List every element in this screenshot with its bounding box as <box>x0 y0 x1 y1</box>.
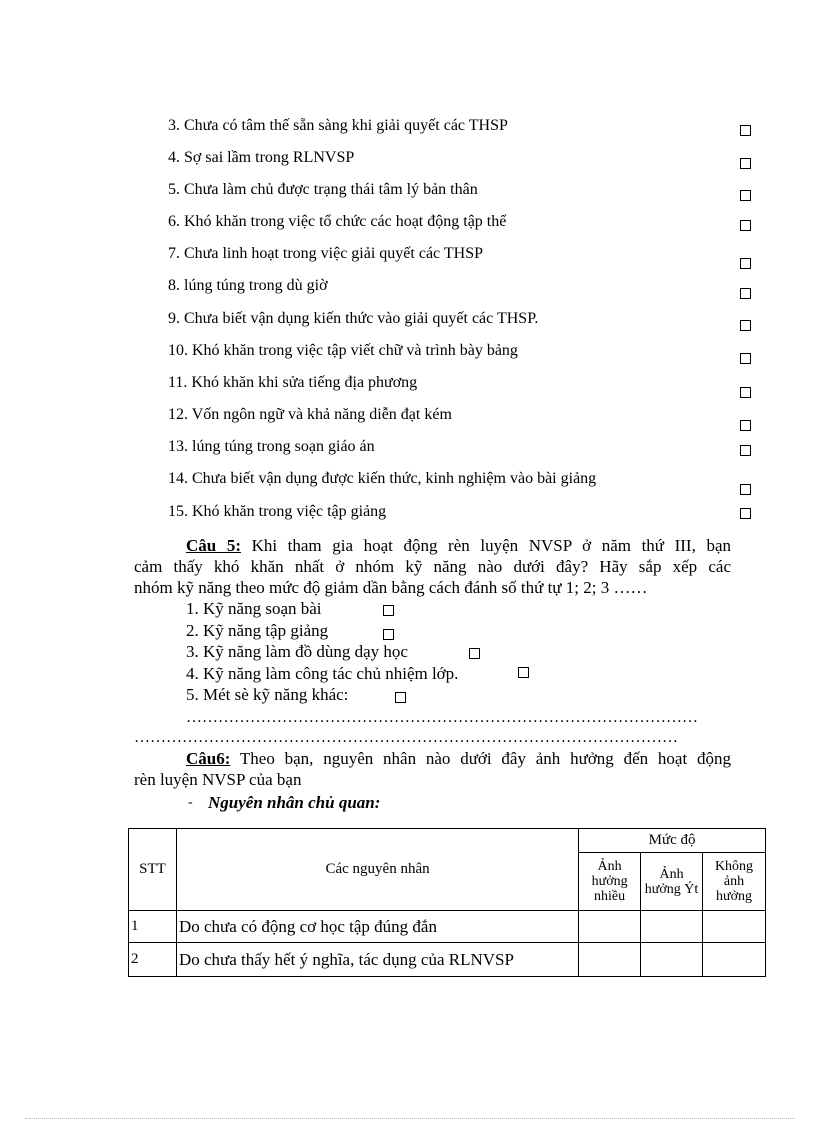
checkbox[interactable] <box>395 692 406 703</box>
table-row <box>129 943 766 977</box>
checkbox[interactable] <box>740 387 751 398</box>
header-level-high: Ảnh hưởng nhiều <box>579 853 641 911</box>
cell-none[interactable] <box>703 911 766 943</box>
list-item: 12. Vốn ngôn ngữ và khả năng diễn đạt kém <box>168 406 452 423</box>
list-item: 10. Khó khăn trong việc tập viết chữ và trình bày bảng <box>168 342 518 359</box>
list-item: 8. lúng túng trong dù giờ <box>168 277 328 294</box>
header-stt: STT <box>129 829 177 911</box>
cell-high[interactable] <box>579 943 641 977</box>
list-item: 14. Chưa biết vận dụng được kiến thức, kinh nghiệm vào bài giảng <box>168 470 597 487</box>
row-cause: Do chưa thấy hết ý nghĩa, tác dụng của RLNVSP <box>176 943 578 977</box>
checkbox[interactable] <box>469 648 480 659</box>
skill-item: 2. Kỹ năng tập giảng <box>186 621 329 640</box>
checkbox[interactable] <box>383 605 394 616</box>
skill-item: 4. Kỹ năng làm công tác chủ nhiệm lớp. <box>186 664 459 683</box>
answer-blank-line[interactable]: …………………………………………………………………………………… <box>186 709 698 726</box>
checkbox[interactable] <box>740 320 751 331</box>
checkbox[interactable] <box>518 667 529 678</box>
cell-high[interactable] <box>579 911 641 943</box>
list-item: 5. Chưa làm chủ được trạng thái tâm lý bản thân <box>168 181 478 198</box>
list-item: 6. Khó khăn trong việc tổ chức các hoạt động tập thể <box>168 213 507 230</box>
question-6-line-1: Câu6: Theo bạn, nguyên nhân nào dưới đây ảnh hưởng đến hoạt động <box>186 749 731 768</box>
question-5-line-2: cảm thấy khó khăn nhất ở nhóm kỹ năng nào dưới đây? Hãy sắp xếp các <box>134 557 731 576</box>
question-5-label: Câu 5: <box>186 536 241 555</box>
table-row <box>129 911 766 943</box>
question-5-line-3: nhóm kỹ năng theo mức độ giảm dần bằng cách đánh số thứ tự 1; 2; 3 …… <box>134 578 648 597</box>
checkbox[interactable] <box>740 220 751 231</box>
checkbox[interactable] <box>740 508 751 519</box>
subheading: Nguyên nhân chủ quan: <box>208 793 381 812</box>
cell-low[interactable] <box>641 943 703 977</box>
checkbox[interactable] <box>740 353 751 364</box>
question-5-line-1: Câu 5: Khi tham gia hoạt động rèn luyện NVSP ở năm thứ III, bạn <box>186 536 731 555</box>
checkbox[interactable] <box>740 484 751 495</box>
skill-item: 5. Mét sè kỹ năng khác: <box>186 685 349 704</box>
list-item: 13. lúng túng trong soạn giáo án <box>168 438 375 455</box>
answer-blank-line[interactable]: ………………………………………………………………………………………… <box>134 729 678 746</box>
causes-table <box>128 828 766 977</box>
question-6-line-2: rèn luyện NVSP của bạn <box>134 770 302 789</box>
row-stt: 2 <box>129 943 177 977</box>
cell-low[interactable] <box>641 911 703 943</box>
skill-item: 3. Kỹ năng làm đồ dùng dạy học <box>186 642 408 661</box>
cell-none[interactable] <box>703 943 766 977</box>
header-level: Mức độ <box>579 829 766 853</box>
checkbox[interactable] <box>740 420 751 431</box>
list-item: 15. Khó khăn trong việc tập giảng <box>168 503 387 520</box>
skill-item: 1. Kỹ năng soạn bài <box>186 599 322 618</box>
checkbox[interactable] <box>740 125 751 136</box>
checkbox[interactable] <box>740 288 751 299</box>
row-cause: Do chưa có động cơ học tập đúng đắn <box>176 911 578 943</box>
list-item: 7. Chưa linh hoạt trong việc giải quyết các THSP <box>168 245 483 262</box>
question-6-label: Câu6: <box>186 749 231 768</box>
bullet: - <box>188 795 193 810</box>
row-stt: 1 <box>129 911 177 943</box>
checkbox[interactable] <box>740 445 751 456</box>
checkbox[interactable] <box>740 158 751 169</box>
header-causes: Các nguyên nhân <box>176 829 578 911</box>
list-item: 11. Khó khăn khi sửa tiếng địa phương <box>168 374 418 391</box>
list-item: 3. Chưa có tâm thế sẵn sàng khi giải quyết các THSP <box>168 117 508 134</box>
checkbox[interactable] <box>383 629 394 640</box>
header-level-none: Không ảnh hưởng <box>703 853 766 911</box>
checkbox[interactable] <box>740 190 751 201</box>
header-level-low: Ảnh hưởng Ýt <box>641 853 703 911</box>
list-item: 9. Chưa biết vận dụng kiến thức vào giải quyết các THSP. <box>168 310 539 327</box>
list-item: 4. Sợ sai lầm trong RLNVSP <box>168 149 355 166</box>
page-bottom-border <box>25 1118 795 1119</box>
checkbox[interactable] <box>740 258 751 269</box>
